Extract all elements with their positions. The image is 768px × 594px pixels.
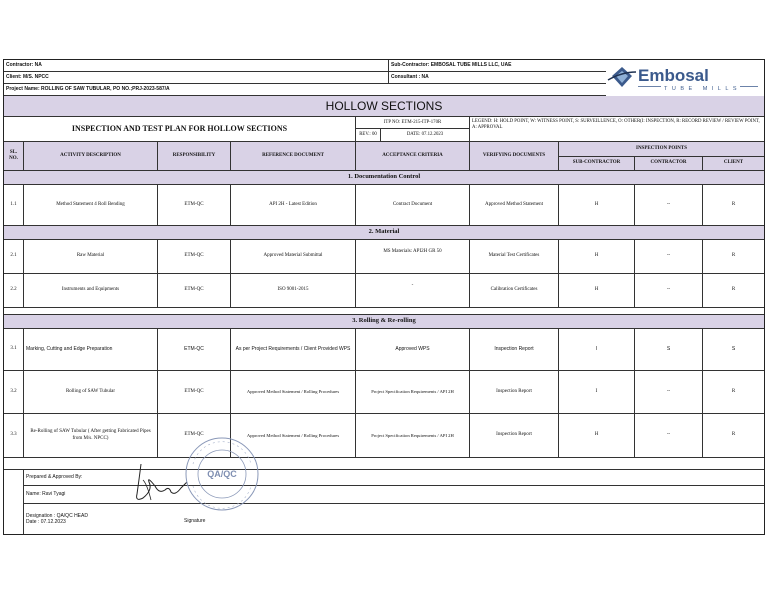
itp-number: ITP NO: ETM-215-ITP-170R [356, 117, 470, 129]
row-responsibility: ETM-QC [158, 371, 231, 414]
row-sub-point: H [559, 414, 635, 458]
row-reference: Approved Method Statement / Rolling Procedures [231, 414, 356, 458]
consultant-label: Consultant : NA [389, 72, 606, 84]
itp-sheet [3, 59, 765, 535]
row-verifying: Inspection Report [470, 329, 559, 371]
row-acceptance: Contract Document [356, 185, 470, 226]
col-sl: SL. NO. [4, 142, 24, 171]
row-responsibility: ETM-QC [158, 240, 231, 274]
col-sub-contractor: SUB-CONTRACTOR [559, 157, 635, 171]
row-acceptance: - [356, 274, 470, 308]
row-reference: ISO 9001-2015 [231, 274, 356, 308]
svg-text:TUBE MILLS: TUBE MILLS [664, 86, 742, 92]
row-verifying: Approved Method Statement [470, 185, 559, 226]
col-contractor: CONTRACTOR [635, 157, 703, 171]
row-verifying: Inspection Report [470, 414, 559, 458]
company-logo [606, 60, 764, 97]
row-acceptance: Project Specification Requirements / API 2H [356, 371, 470, 414]
signature-label: Signature [184, 518, 206, 524]
row-sub-point: I [559, 371, 635, 414]
row-contractor-point: -- [635, 185, 703, 226]
row-reference: As per Project Requirements / Client Provided WPS [231, 329, 356, 371]
row-sub-point: H [559, 240, 635, 274]
row-spacer [4, 308, 764, 315]
col-client: CLIENT [703, 157, 764, 171]
row-responsibility: ETM-QC [158, 414, 231, 458]
footer-gutter [4, 470, 24, 534]
col-acceptance: ACCEPTANCE CRITERIA [356, 142, 470, 171]
row-sub-point: H [559, 185, 635, 226]
revision: REV.: 00 [356, 129, 381, 142]
col-inspection-points: INSPECTION POINTS [559, 142, 764, 157]
row-client-point: R [703, 240, 764, 274]
row-activity: Marking, Cutting and Edge Preparation [24, 329, 158, 371]
svg-text:Embosal: Embosal [638, 66, 709, 85]
client-label: Client: M/S. NPCC [4, 72, 389, 84]
row-client-point: R [703, 274, 764, 308]
row-acceptance: Approved WPS [356, 329, 470, 371]
svg-text:QA/QC: QA/QC [207, 469, 237, 479]
row-sl: 3.1 [4, 329, 24, 371]
row-reference: Approved Method Statement / Rolling Procedures [231, 371, 356, 414]
designation-block [24, 504, 764, 534]
col-reference: REFERENCE DOCUMENT [231, 142, 356, 171]
footer-spacer [4, 458, 764, 470]
section-header: 1. Documentation Control [4, 171, 764, 185]
row-reference: API 2H - Latest Edition [231, 185, 356, 226]
col-activity: ACTIVITY DESCRIPTION [24, 142, 158, 171]
row-acceptance: Project Specification Requirements / API 2H [356, 414, 470, 458]
section-header: 2. Material [4, 226, 764, 240]
prepared-by-label: Prepared & Approved By: [26, 474, 83, 481]
row-verifying: Inspection Report [470, 371, 559, 414]
project-label: Project Name: ROLLING OF SAW TUBULAR, PO NO.;PRJ-2023-587/A [4, 84, 606, 96]
row-client-point: R [703, 371, 764, 414]
document-date: DATE: 07.12.2023 [381, 129, 470, 142]
embosal-logo-icon [606, 60, 764, 96]
row-responsibility: ETM-QC [158, 329, 231, 371]
row-verifying: Calibration Certificates [470, 274, 559, 308]
row-activity: Instruments and Equipments [24, 274, 158, 308]
row-verifying: Material Test Certificates [470, 240, 559, 274]
row-activity: Rolling of SAW Tubular [24, 371, 158, 414]
col-verifying: VERIFYING DOCUMENTS [470, 142, 559, 171]
row-activity: Re-Rolling of SAW Tubular ( After getting Fabricated Pipes from M/s. NPCC) [24, 414, 158, 458]
row-sl: 2.1 [4, 240, 24, 274]
row-contractor-point: -- [635, 414, 703, 458]
row-client-point: S [703, 329, 764, 371]
row-responsibility: ETM-QC [158, 274, 231, 308]
row-contractor-point: S [635, 329, 703, 371]
row-contractor-point: -- [635, 240, 703, 274]
designation-label: Designation : QA/QC HEAD [26, 512, 88, 519]
col-responsibility: RESPONSIBILITY [158, 142, 231, 171]
row-sub-point: H [559, 274, 635, 308]
plan-title: INSPECTION AND TEST PLAN FOR HOLLOW SECTIONS [4, 117, 356, 142]
row-responsibility: ETM-QC [158, 185, 231, 226]
row-sl: 1.1 [4, 185, 24, 226]
approver-name-label: Name: Ravi Tyagi [26, 491, 66, 498]
row-sl: 3.2 [4, 371, 24, 414]
row-sl: 2.2 [4, 274, 24, 308]
contractor-label: Contractor: NA [4, 60, 389, 72]
qaqc-stamp [179, 434, 265, 514]
row-acceptance: MS Materials: API2H GR 50 [356, 240, 470, 274]
row-contractor-point: -- [635, 274, 703, 308]
row-sub-point: I [559, 329, 635, 371]
subcontractor-label: Sub-Contractor: EMBOSAL TUBE MILLS LLC, UAE [389, 60, 606, 72]
row-client-point: R [703, 185, 764, 226]
row-contractor-point: -- [635, 371, 703, 414]
section-header: 3. Rolling & Re-rolling [4, 315, 764, 329]
row-activity: Method Statement 4 Roll Bending [24, 185, 158, 226]
row-client-point: R [703, 414, 764, 458]
row-reference: Approved Material Submittal [231, 240, 356, 274]
footer-date-label: Date : 07.12.2023 [26, 519, 66, 525]
row-activity: Raw Material [24, 240, 158, 274]
row-sl: 3.3 [4, 414, 24, 458]
document-title: HOLLOW SECTIONS [4, 96, 764, 117]
legend-text: LEGEND: H: HOLD POINT, W: WITNESS POINT, S: SURVEILLENCE, O: OTHER(I: INSPECTION, R: RECORD REVIEW / REVIEW POINT, A: APPROVAL [470, 117, 764, 142]
